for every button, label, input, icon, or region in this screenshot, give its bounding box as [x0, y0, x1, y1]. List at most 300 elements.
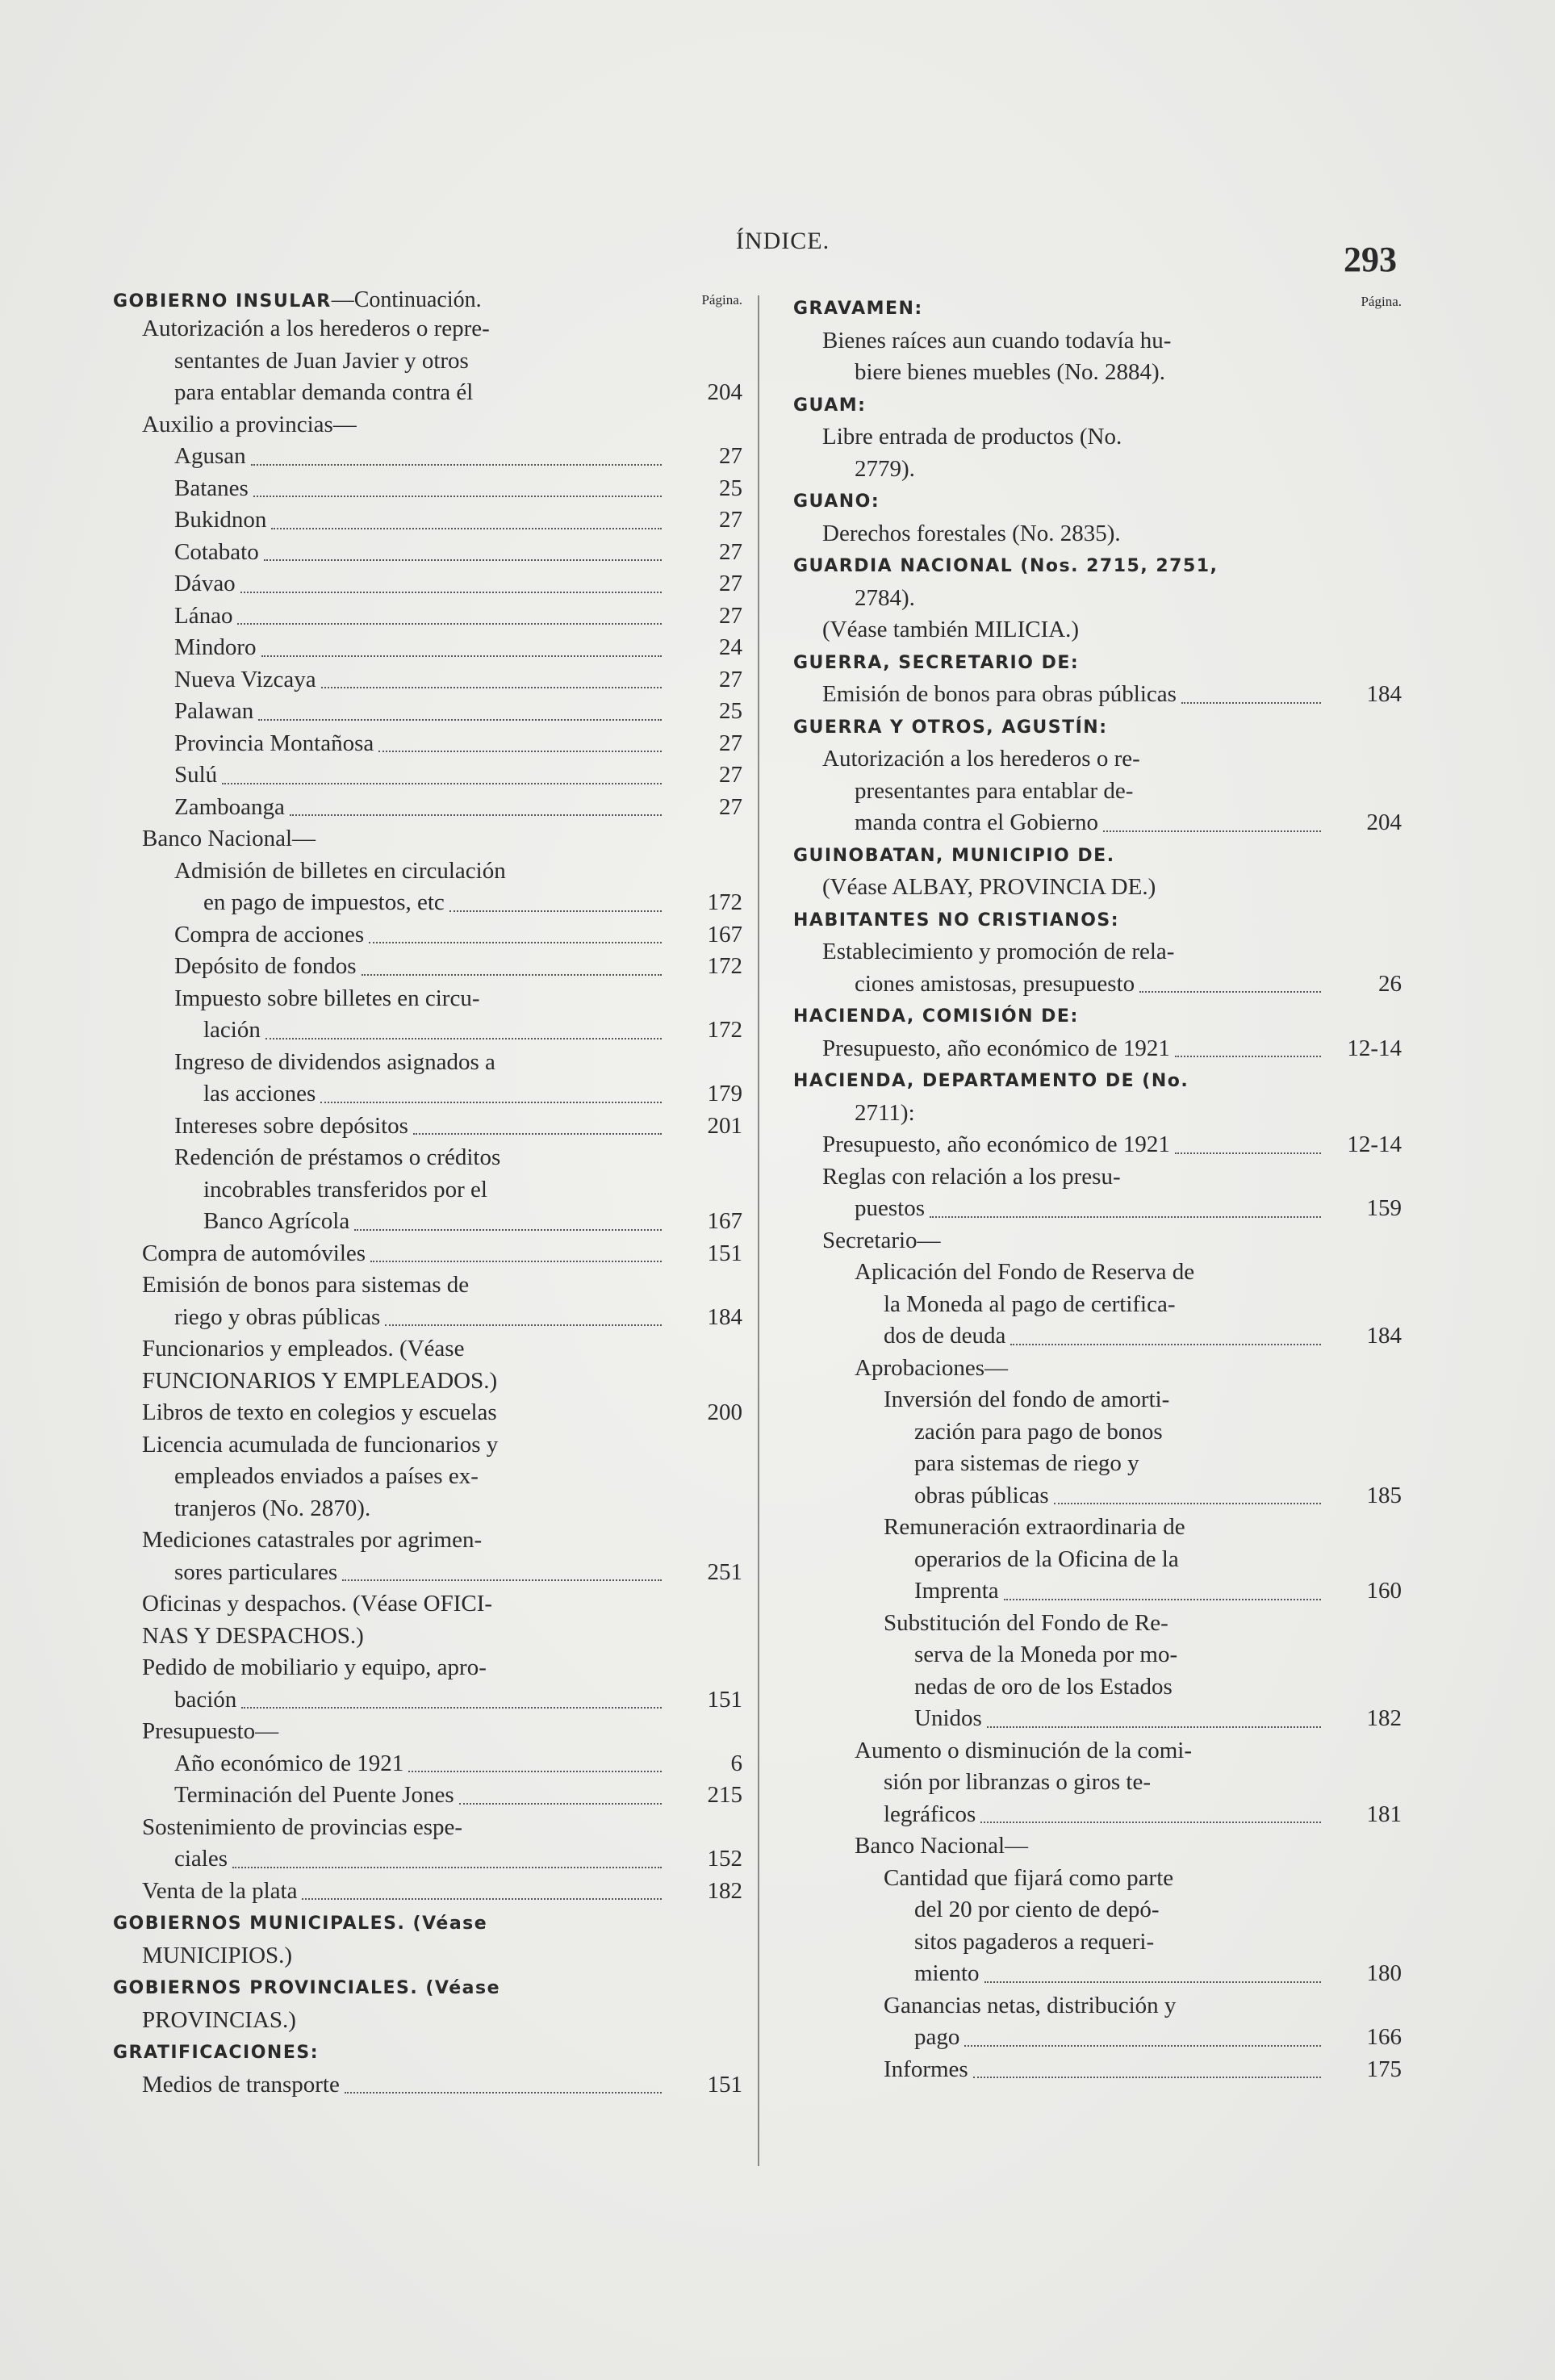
entry-label: empleados enviados a países ex-: [174, 1463, 479, 1489]
entry-label: operarios de la Oficina de la: [914, 1546, 1179, 1572]
entry-label: sitos pagaderos a requeri-: [914, 1928, 1155, 1955]
entry-label: Sulú: [174, 762, 218, 788]
page-reference: 159: [1366, 1195, 1402, 1221]
entry-text: [793, 1575, 1324, 1608]
index-entry: [793, 1863, 1402, 1895]
index-entry: [113, 728, 742, 760]
index-entry: [113, 1525, 742, 1557]
entry-label: 2711):: [855, 1099, 915, 1126]
entry-label: Aprobaciones—: [855, 1354, 1009, 1381]
index-entry: [113, 1876, 742, 1908]
entry-label: Redención de préstamos o créditos: [174, 1144, 501, 1170]
entry-text: [793, 1480, 1324, 1512]
dot-leader: [378, 751, 662, 752]
dot-leader: [449, 910, 662, 912]
index-entry: [793, 1544, 1402, 1576]
index-entry: [793, 2022, 1402, 2054]
entry-label: 2784).: [855, 584, 915, 611]
entry-text: [113, 345, 665, 378]
dot-leader: [370, 1261, 662, 1262]
dot-leader: [264, 559, 662, 561]
entry-text: [793, 292, 1324, 325]
page-reference: 204: [707, 379, 742, 405]
entry-text: [113, 1525, 665, 1557]
entry-text: [793, 2054, 1324, 2086]
entry-label: Compra de acciones: [174, 921, 365, 947]
entry-text: [793, 485, 1324, 518]
entry-label: riego y obras públicas: [174, 1303, 381, 1330]
entry-text: [113, 1078, 665, 1111]
entry-label: (Véase también MILICIA.): [822, 617, 1080, 642]
entry-label: HABITANTES NO CRISTIANOS:: [793, 910, 1120, 931]
entry-text: [113, 1366, 665, 1398]
running-header-title: ÍNDICE.: [735, 228, 830, 254]
dot-leader: [232, 1867, 662, 1868]
entry-text: [793, 2022, 1324, 2054]
entry-label: para entablar demanda contra él: [174, 379, 474, 405]
dot-leader: [980, 1822, 1321, 1823]
entry-label: Substitución del Fondo de Re-: [884, 1609, 1168, 1636]
page-reference: 26: [1378, 970, 1402, 997]
index-entry: [793, 1735, 1402, 1767]
entry-label: las acciones: [203, 1081, 316, 1106]
entry-text: [113, 1142, 665, 1174]
dot-leader: [1054, 1503, 1321, 1504]
page-reference: 204: [1366, 809, 1402, 835]
index-entry: [793, 968, 1402, 1001]
page-reference: 27: [719, 538, 742, 565]
dot-leader: [320, 1102, 662, 1103]
index-entry: [113, 823, 742, 855]
page-reference: 200: [707, 1399, 742, 1425]
entry-label: NAS Y DESPACHOS.): [142, 1622, 364, 1649]
entry-text: [113, 1907, 665, 1940]
entry-text: [793, 1098, 1324, 1130]
entry-label: sión por libranzas o giros te-: [884, 1769, 1152, 1795]
entry-text: [793, 1320, 1324, 1353]
entry-text: [113, 1876, 665, 1908]
entry-text: [113, 504, 665, 537]
page-reference: 27: [719, 666, 742, 692]
entry-text: [113, 1333, 665, 1366]
entry-label: Compra de automóviles: [142, 1240, 366, 1266]
entry-text: [113, 792, 665, 824]
entry-text: [113, 600, 665, 633]
entry-text: [793, 1353, 1324, 1385]
page-reference: 184: [1366, 1323, 1402, 1349]
entry-label: Año económico de 1921: [174, 1750, 404, 1776]
index-heading: [113, 2036, 742, 2069]
entry-text: [113, 1748, 665, 1780]
dot-leader: [271, 528, 662, 529]
entry-label: Bienes raíces aun cuando todavía hu-: [822, 327, 1172, 353]
dot-leader: [290, 814, 662, 816]
entry-text: [113, 473, 665, 505]
entry-text: [793, 389, 1324, 422]
index-entry: [793, 1894, 1402, 1926]
entry-label: Unidos: [914, 1705, 982, 1731]
entry-label: dos de deuda: [884, 1323, 1006, 1349]
index-entry: [793, 1416, 1402, 1449]
page-reference: 181: [1366, 1801, 1402, 1827]
dot-leader: [345, 2092, 662, 2093]
entry-label: Intereses sobre depósitos: [174, 1112, 408, 1139]
index-entry: [793, 743, 1402, 776]
index-entry: [113, 377, 742, 409]
entry-text: [793, 711, 1324, 744]
entry-text: [793, 325, 1324, 358]
index-heading: [113, 1907, 742, 1940]
entry-label: Oficinas y despachos. (Véase OFICI-: [142, 1591, 493, 1617]
section-heading-text: GOBIERNO INSULAR: [113, 291, 332, 312]
entry-label: Autorización a los herederos o repre-: [142, 316, 490, 341]
page-reference: 12-14: [1347, 1131, 1402, 1157]
entry-text: [793, 454, 1324, 486]
index-entry: [793, 1384, 1402, 1416]
entry-label: Presupuesto, año económico de 1921: [822, 1035, 1170, 1061]
entry-text: [793, 1608, 1324, 1640]
entry-label: Banco Nacional—: [142, 826, 316, 851]
entry-label: Ingreso de dividendos asignados a: [174, 1048, 495, 1075]
entry-label: HACIENDA, COMISIÓN DE:: [793, 1006, 1079, 1027]
entry-label: Terminación del Puente Jones: [174, 1782, 454, 1808]
page-reference: 151: [707, 1240, 742, 1266]
entry-label: Aplicación del Fondo de Reserva de: [855, 1259, 1195, 1285]
index-entry: [113, 1652, 742, 1684]
entry-text: [113, 2005, 665, 2037]
entry-text: [793, 968, 1324, 1001]
dot-leader: [222, 783, 662, 784]
entry-label: serva de la Moneda por mo-: [914, 1642, 1178, 1667]
index-entry: [113, 473, 742, 505]
entry-label: GUERRA Y OTROS, AGUSTÍN:: [793, 717, 1108, 738]
dot-leader: [258, 719, 662, 721]
index-entry: [793, 1448, 1402, 1480]
index-column-left: [113, 281, 742, 2101]
entry-text: [793, 1958, 1324, 1990]
entry-text: [793, 421, 1324, 454]
entry-label: Emisión de bonos para obras públicas: [822, 681, 1177, 707]
dot-leader: [253, 496, 662, 497]
dot-leader: [385, 1324, 662, 1326]
index-entry: [113, 1780, 742, 1812]
entry-text: [793, 1894, 1324, 1926]
entry-label: Venta de la plata: [142, 1877, 298, 1904]
page-reference: 160: [1366, 1578, 1402, 1604]
entry-label: (Véase ALBAY, PROVINCIA DE.): [822, 874, 1156, 900]
page-reference: 27: [719, 443, 742, 469]
dot-leader: [1139, 991, 1321, 993]
index-entry: [793, 1639, 1402, 1671]
entry-label: 2779).: [855, 455, 915, 482]
entry-text: [113, 2069, 665, 2102]
entry-text: [113, 1047, 665, 1079]
index-entry: [113, 537, 742, 569]
index-entry: [113, 2005, 742, 2037]
entry-text: [113, 887, 665, 919]
index-entry: [113, 1047, 742, 1079]
index-entry: [793, 1926, 1402, 1959]
dot-leader: [241, 1707, 662, 1709]
entry-text: [113, 1461, 665, 1493]
index-entry: [793, 1289, 1402, 1321]
entry-text: [113, 1493, 665, 1525]
entry-label: Banco Agrícola: [203, 1208, 350, 1234]
entry-text: [793, 807, 1324, 839]
index-entry: [113, 313, 742, 345]
entry-text: [793, 518, 1324, 550]
entry-text: [793, 1384, 1324, 1416]
page-reference: 27: [719, 602, 742, 629]
index-entry: [793, 1129, 1402, 1161]
index-heading: [793, 1000, 1402, 1033]
index-entry: [113, 855, 742, 888]
entry-label: GUARDIA NACIONAL (Nos. 2715, 2751,: [793, 556, 1219, 576]
entry-label: GUINOBATAN, MUNICIPIO DE.: [793, 845, 1115, 866]
index-entry: [113, 568, 742, 600]
entry-text: [113, 313, 665, 345]
dot-leader: [984, 1981, 1321, 1983]
index-heading: [793, 646, 1402, 680]
entry-text: [793, 1161, 1324, 1194]
entry-text: [113, 1716, 665, 1748]
page-reference: 184: [1366, 681, 1402, 707]
index-heading: [793, 839, 1402, 872]
dot-leader: [1004, 1599, 1321, 1600]
entry-label: PROVINCIAS.): [142, 2006, 296, 2033]
page-reference: 6: [730, 1750, 742, 1776]
index-entry: [113, 1302, 742, 1334]
page-reference: 172: [707, 1017, 742, 1043]
entry-label: obras públicas: [914, 1482, 1049, 1508]
index-heading: [793, 292, 1402, 325]
entry-text: [113, 1174, 665, 1207]
entry-text: [793, 1065, 1324, 1098]
dot-leader: [987, 1726, 1321, 1728]
entry-label: Zamboanga: [174, 793, 285, 820]
entry-label: Agusan: [174, 443, 246, 469]
entry-label: ciones amistosas, presupuesto: [855, 970, 1135, 997]
entry-text: [113, 1206, 665, 1238]
index-entry: [113, 1397, 742, 1429]
index-entry: [113, 1621, 742, 1653]
page-reference: 166: [1366, 2024, 1402, 2050]
dot-leader: [342, 1579, 662, 1581]
entry-label: la Moneda al pago de certifica-: [884, 1290, 1176, 1317]
section-heading-suffix: —Continuación.: [331, 287, 482, 312]
entry-label: sentantes de Juan Javier y otros: [174, 347, 469, 374]
index-entry: [793, 1830, 1402, 1863]
entry-label: Remuneración extraordinaria de: [884, 1514, 1185, 1540]
entry-label: bación: [174, 1686, 237, 1713]
entry-text: [793, 1193, 1324, 1225]
entry-label: legráficos: [884, 1801, 976, 1827]
page-reference: 172: [707, 889, 742, 915]
page-reference: 185: [1366, 1482, 1402, 1508]
entry-label: Depósito de fondos: [174, 953, 357, 979]
entry-text: [793, 646, 1324, 680]
entry-text: [793, 1448, 1324, 1480]
entry-label: Derechos forestales (No. 2835).: [822, 520, 1121, 546]
page-reference: 27: [719, 793, 742, 820]
entry-label: Autorización a los herederos o re-: [822, 746, 1140, 772]
entry-text: [793, 1000, 1324, 1033]
index-entry: [113, 1493, 742, 1525]
entry-text: [793, 776, 1324, 808]
entry-text: [113, 759, 665, 792]
entry-text: [793, 1799, 1324, 1831]
dot-leader: [1175, 1056, 1321, 1057]
entry-text: [113, 568, 665, 600]
index-entry: [113, 1366, 742, 1398]
entry-label: Secretario—: [822, 1227, 941, 1253]
entry-text: [793, 1257, 1324, 1289]
page-reference: 27: [719, 762, 742, 788]
index-entry: [793, 872, 1402, 904]
dot-leader: [362, 974, 662, 976]
page-reference: 180: [1366, 1960, 1402, 1986]
entry-label: Pedido de mobiliario y equipo, apro-: [142, 1654, 487, 1680]
entry-label: Reglas con relación a los presu-: [822, 1163, 1121, 1190]
dot-leader: [240, 592, 662, 593]
page-reference: 27: [719, 507, 742, 533]
entry-text: [113, 537, 665, 569]
entry-label: biere bienes muebles (No. 2884).: [855, 359, 1165, 385]
index-entry: [793, 776, 1402, 808]
dot-leader: [321, 687, 662, 688]
entry-text: [113, 1111, 665, 1143]
index-entry: [793, 1767, 1402, 1799]
entry-label: Palawan: [174, 698, 254, 724]
entry-label: Banco Nacional—: [855, 1833, 1029, 1859]
dot-leader: [413, 1133, 662, 1135]
entry-text: [113, 1843, 665, 1876]
entry-label: Libros de texto en colegios y escuelas: [142, 1399, 497, 1425]
entry-text: [793, 1639, 1324, 1671]
entry-label: incobrables transferidos por el: [203, 1176, 487, 1203]
dot-leader: [1175, 1152, 1321, 1154]
page-reference: 167: [707, 1208, 742, 1234]
entry-text: [113, 1780, 665, 1812]
index-entry: [793, 1225, 1402, 1257]
page-reference: 152: [707, 1846, 742, 1872]
entry-text: [793, 1544, 1324, 1576]
entry-text: [113, 823, 665, 855]
index-entry: [113, 1748, 742, 1780]
page-reference: 201: [707, 1112, 742, 1139]
entry-text: [793, 1671, 1324, 1704]
entry-text: [113, 1684, 665, 1717]
entry-label: GUERRA, SECRETARIO DE:: [793, 652, 1080, 673]
entry-label: GOBIERNOS PROVINCIALES. (Véase: [113, 1978, 501, 1998]
index-entry: [793, 583, 1402, 615]
index-entry: [113, 1940, 742, 1972]
index-entry: [793, 1033, 1402, 1065]
entry-text: [113, 951, 665, 983]
entry-text: [793, 1735, 1324, 1767]
dot-leader: [237, 623, 662, 625]
entry-text: [793, 1703, 1324, 1735]
entry-text: [793, 614, 1324, 646]
index-entry: [113, 696, 742, 728]
index-entry: [793, 1480, 1402, 1512]
index-entry: [793, 1575, 1402, 1608]
page-reference: 25: [719, 475, 742, 501]
entry-label: Mediciones catastrales por agrimen-: [142, 1527, 483, 1553]
index-entry: [113, 887, 742, 919]
entry-label: Licencia acumulada de funcionarios y: [142, 1431, 499, 1458]
entry-text: [793, 1033, 1324, 1065]
index-heading: [793, 904, 1402, 937]
index-entry: [113, 441, 742, 473]
entry-text: [113, 1588, 665, 1621]
dot-leader: [408, 1771, 662, 1772]
index-entries-right: [793, 292, 1402, 2085]
entry-label: manda contra el Gobierno: [855, 809, 1098, 835]
entry-text: [113, 632, 665, 664]
entry-text: [793, 1990, 1324, 2022]
page-reference: 24: [719, 634, 742, 660]
index-entry: [113, 1812, 742, 1844]
entry-label: GRATIFICACIONES:: [113, 2043, 320, 2063]
dot-leader: [354, 1229, 662, 1231]
index-entry: [113, 1142, 742, 1174]
index-entry: [113, 1461, 742, 1493]
index-entry: [793, 357, 1402, 389]
entry-text: [793, 1512, 1324, 1544]
index-entry: [113, 1333, 742, 1366]
entry-label: pago: [914, 2024, 960, 2050]
entry-text: [793, 743, 1324, 776]
index-entry: [113, 1588, 742, 1621]
entry-label: Imprenta: [914, 1578, 999, 1604]
index-entry: [113, 951, 742, 983]
entry-label: MUNICIPIOS.): [142, 1942, 293, 1968]
page-reference: 27: [719, 730, 742, 756]
entry-label: HACIENDA, DEPARTAMENTO DE (No.: [793, 1071, 1189, 1091]
page-reference: 12-14: [1347, 1035, 1402, 1061]
entry-label: sores particulares: [174, 1558, 338, 1585]
entry-text: [113, 855, 665, 888]
index-entry: [113, 1174, 742, 1207]
index-entries-left: [113, 313, 742, 2101]
index-entry: [113, 345, 742, 378]
index-entry: [793, 1353, 1402, 1385]
page-reference: 25: [719, 698, 742, 724]
index-entry: [113, 1238, 742, 1270]
index-entry: [113, 919, 742, 952]
index-entry: [113, 1429, 742, 1462]
dot-leader: [251, 464, 662, 466]
entry-label: Emisión de bonos para sistemas de: [142, 1272, 470, 1298]
page-reference: 151: [707, 1686, 742, 1713]
index-entry: [793, 1161, 1402, 1194]
index-heading: [793, 1065, 1402, 1098]
index-entry: [113, 1078, 742, 1111]
page-reference: 27: [719, 571, 742, 596]
index-entry: [793, 1958, 1402, 1990]
index-entry: [113, 1014, 742, 1047]
entry-text: [113, 664, 665, 696]
index-entry: [113, 409, 742, 441]
index-entry: [113, 1111, 742, 1143]
page-reference: 182: [707, 1877, 742, 1904]
index-entry: [113, 792, 742, 824]
entry-text: [793, 1416, 1324, 1449]
entry-text: [113, 377, 665, 409]
entry-label: Establecimiento y promoción de rela-: [822, 939, 1175, 964]
entry-text: [793, 679, 1324, 711]
